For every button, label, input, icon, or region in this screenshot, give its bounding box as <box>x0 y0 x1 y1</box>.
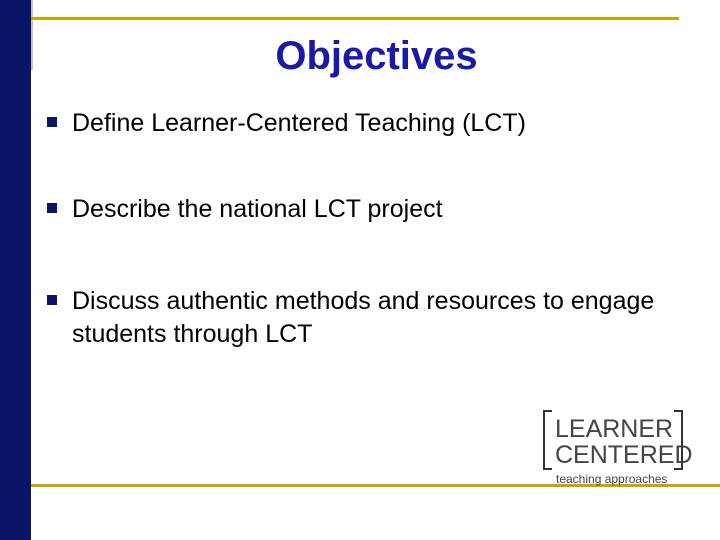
logo-tagline: teaching approaches <box>556 472 668 486</box>
square-bullet-icon <box>47 203 57 213</box>
top-divider <box>31 17 679 20</box>
slide-title: Objectives <box>275 34 478 78</box>
logo-line1: LEARNER <box>555 415 674 443</box>
left-accent-bar <box>0 0 31 540</box>
bullet-text: Describe the national LCT project <box>72 195 443 223</box>
square-bullet-icon <box>47 295 57 305</box>
logo-bracket-left <box>543 410 552 470</box>
logo-line2: CENTERED <box>555 441 693 469</box>
learner-centered-logo <box>540 408 693 488</box>
bullet-text: Discuss authentic methods and resources to engage students through LCT <box>72 287 655 348</box>
logo-bracket-right <box>674 410 683 470</box>
square-bullet-icon <box>47 117 57 127</box>
bullet-text: Define Learner-Centered Teaching (LCT) <box>72 109 526 137</box>
